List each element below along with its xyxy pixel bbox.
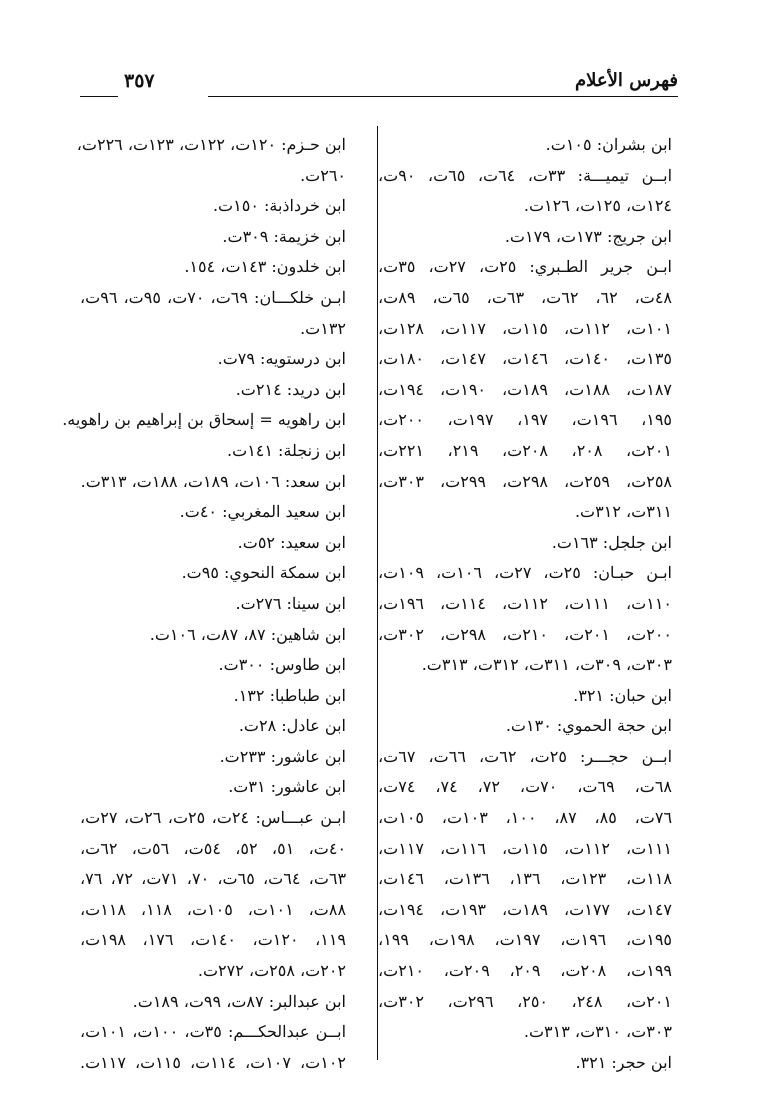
- index-entry-line: ابــن عبدالحكـــم: ٣٥ت، ١٠٠ت، ١٠١ت،: [80, 1022, 347, 1042]
- index-entry-line: ٢٠٢ت، ٢٥٨ت، ٢٧٢ت.: [197, 961, 346, 981]
- index-entry-line: ابن عبدالبر: ٨٧ت، ٩٩ت، ١٨٩ت.: [132, 991, 346, 1011]
- index-entry-line: ابن حجة الحموي: ١٣٠ت.: [505, 716, 672, 736]
- index-column-right: [378, 130, 672, 1078]
- index-entry-line: ٤٠ت، ٥١، ٥٢، ٥٤ت، ٥٦ت، ٦٢ت،: [80, 838, 347, 858]
- index-entry-line: ٣١١ت، ٣١٢ت.: [574, 502, 672, 522]
- index-entry-line: ابن سينا: ٢٧٦ت.: [235, 593, 346, 613]
- index-entry-line: ١٢٤ت، ١٢٥ت، ١٢٦ت.: [523, 196, 672, 216]
- index-entry-line: ابـن خلكـــان: ٦٩ت، ٧٠ت، ٩٥ت، ٩٦ت،: [80, 287, 347, 307]
- index-entry-line: ١٩٥، ١٩٦ت، ١٩٧، ١٩٧ت، ٢٠٠ت،: [378, 410, 673, 430]
- index-entry-line: ١١٩، ١٢٠ت، ١٤٠ت، ١٧٦، ١٩٨ت،: [80, 930, 347, 950]
- running-header: [80, 70, 678, 100]
- index-entry-line: ابن راهويه = إسحاق بن إبراهيم بن راهويه.: [62, 410, 346, 430]
- page-number-dash: [80, 96, 118, 97]
- index-entry-line: ابن شاهين: ٨٧، ٨٧ت، ١٠٦ت.: [149, 624, 346, 644]
- index-entry-line: ٦٣ت، ٦٤ت، ٦٥ت، ٧٠، ٧١ت، ٧٢، ٧٦،: [80, 869, 347, 889]
- page-number: ٣٥٧: [124, 70, 155, 92]
- index-entry-line: ابن سعد: ١٠٦ت، ١٨٩ت، ١٨٨ت، ٣١٣ت.: [80, 471, 346, 491]
- index-entry-line: ٢٠١ت، ٢٠٨، ٢٠٨ت، ٢١٩، ٢٢١ت،: [378, 440, 673, 460]
- index-entry-line: ١١١ت، ١١٢ت، ١١٥ت، ١١٦ت، ١١٧ت،: [378, 838, 673, 858]
- index-entry-line: ١٩٩ت، ٢٠٨ت، ٢٠٩، ٢٠٩ت، ٢١٠ت،: [378, 961, 673, 981]
- index-entry-line: ١٠١ت، ١١٢ت، ١١٥ت، ١١٧ت، ١٢٨ت،: [378, 318, 673, 338]
- index-entry-line: ٢٠١ت، ٢٤٨، ٢٥٠، ٢٩٦ت، ٣٠٢ت،: [378, 991, 673, 1011]
- page-title: فهرس الأعلام: [575, 70, 678, 91]
- index-entry-line: ابــن حجـــر: ٢٥ت، ٦٢ت، ٦٦ت، ٦٧ت،: [378, 746, 673, 766]
- index-entry-line: ابن عاشور: ٢٣٣ت.: [219, 746, 346, 766]
- index-entry-line: ابن بشران: ١٠٥ت.: [545, 135, 672, 154]
- index-entry-line: ١١٠ت، ١١١ت، ١١٢ت، ١١٤ت، ١٩٦ت،: [378, 593, 673, 613]
- index-entry-line: ٣٠٣ت، ٣٠٩ت، ٣١١ت، ٣١٢ت، ٣١٣ت.: [421, 655, 672, 675]
- index-column-left: [62, 130, 347, 1078]
- index-entry-line: ابن جريج: ١٧٣ت، ١٧٩ت.: [504, 226, 672, 246]
- index-entry-line: ابن حجر: ٣٢١.: [575, 1052, 672, 1072]
- index-entry-line: ابن دريد: ٢١٤ت.: [235, 379, 346, 399]
- index-entry-line: ٨٨ت، ١٠١ت، ١٠٥ت، ١١٨، ١١٨ت،: [80, 899, 347, 919]
- index-entry-line: ١١٨ت، ١٢٣ت، ١٣٦، ١٣٦ت، ١٤٦ت،: [378, 869, 673, 889]
- index-entry-line: ابن خزيمة: ٣٠٩ت.: [222, 226, 346, 246]
- index-entry-line: ابن زنجلة: ١٤١ت.: [227, 440, 346, 460]
- index-entry-line: ابن طاوس: ٣٠٠ت.: [218, 655, 346, 675]
- index-entry-line: ١٩٥ت، ١٩٦ت، ١٩٧ت، ١٩٨ت، ١٩٩،: [378, 930, 673, 950]
- index-entry-line: ابن خلدون: ١٤٣ت، ١٥٤.: [184, 257, 346, 277]
- header-rule: [208, 96, 678, 97]
- index-entry-line: ١٣٥ت، ١٤٠ت، ١٤٦ت، ١٤٧ت، ١٨٠ت،: [378, 349, 673, 369]
- index-entry-line: ٢٠٠ت، ٢٠١ت، ٢١٠ت، ٢٩٨ت، ٣٠٢ت،: [378, 624, 673, 644]
- index-entry-line: ٤٨ت، ٦٢، ٦٢ت، ٦٣ت، ٦٥ت، ٨٩ت،: [378, 287, 672, 307]
- index-entry-line: ١٨٧ت، ١٨٨ت، ١٨٩ت، ١٩٠ت، ١٩٤ت،: [378, 379, 673, 399]
- index-entry-line: ١٠٢ت، ١٠٧ت، ١١٤ت، ١١٥ت، ١١٧ت.: [80, 1052, 346, 1072]
- index-entry-line: ٢٥٨ت، ٢٥٩ت، ٢٩٨ت، ٢٩٩ت، ٣٠٣ت،: [378, 471, 673, 491]
- index-entry-line: ابن طباطبا: ١٣٢.: [233, 685, 346, 705]
- index-entry-line: ابـن حبـان: ٢٥ت، ٢٧ت، ١٠٦ت، ١٠٩ت،: [378, 563, 672, 583]
- index-entry-line: ١٣٢ت.: [300, 318, 346, 338]
- index-entry-line: ابن عادل: ٢٨ت.: [238, 716, 346, 736]
- index-entry-line: ١٤٧ت، ١٧٧ت، ١٨٩ت، ١٩٣ت، ١٩٤ت،: [378, 899, 673, 919]
- index-entry-line: ٧٦ت، ٨٥، ٨٧، ١٠٠، ١٠٣ت، ١٠٥ت،: [378, 808, 673, 828]
- index-entry-line: ٢٦٠ت.: [300, 165, 346, 185]
- index-entry-line: ابن حـزم: ١٢٠ت، ١٢٢ت، ١٢٣ت، ٢٢٦ت،: [76, 135, 346, 154]
- index-entry-line: ابـن جرير الطـبري: ٢٥ت، ٢٧ت، ٣٥ت،: [378, 257, 672, 277]
- index-entry-line: ابن سعيد المغربي: ٤٠ت.: [179, 502, 346, 522]
- index-entry-line: ابن حبان: ٣٢١.: [573, 685, 672, 705]
- index-entry-line: ٦٨ت، ٦٩ت، ٧٠ت، ٧٢، ٧٤، ٧٤ت،: [378, 777, 673, 797]
- index-entry-line: ابن جلجل: ١٦٣ت.: [551, 532, 672, 552]
- index-entry-line: ٣٠٣ت، ٣١٠ت، ٣١٣ت.: [523, 1022, 672, 1042]
- index-entry-line: ابن عاشور: ٣١ت.: [228, 777, 346, 797]
- index-entry-line: ابن خرداذبة: ١٥٠ت.: [212, 196, 346, 216]
- index-entry-line: ابن سعيد: ٥٢ت.: [237, 532, 346, 552]
- index-entry-line: ابن درستويه: ٧٩ت.: [217, 349, 346, 369]
- index-entry-line: ابـن عبـــاس: ٢٤ت، ٢٥ت، ٢٦ت، ٢٧ت،: [80, 808, 347, 828]
- index-entry-line: ابــن تيميـــة: ٣٣ت، ٦٤ت، ٦٥ت، ٩٠ت،: [378, 165, 673, 185]
- index-entry-line: ابن سمكة النحوي: ٩٥ت.: [181, 563, 346, 583]
